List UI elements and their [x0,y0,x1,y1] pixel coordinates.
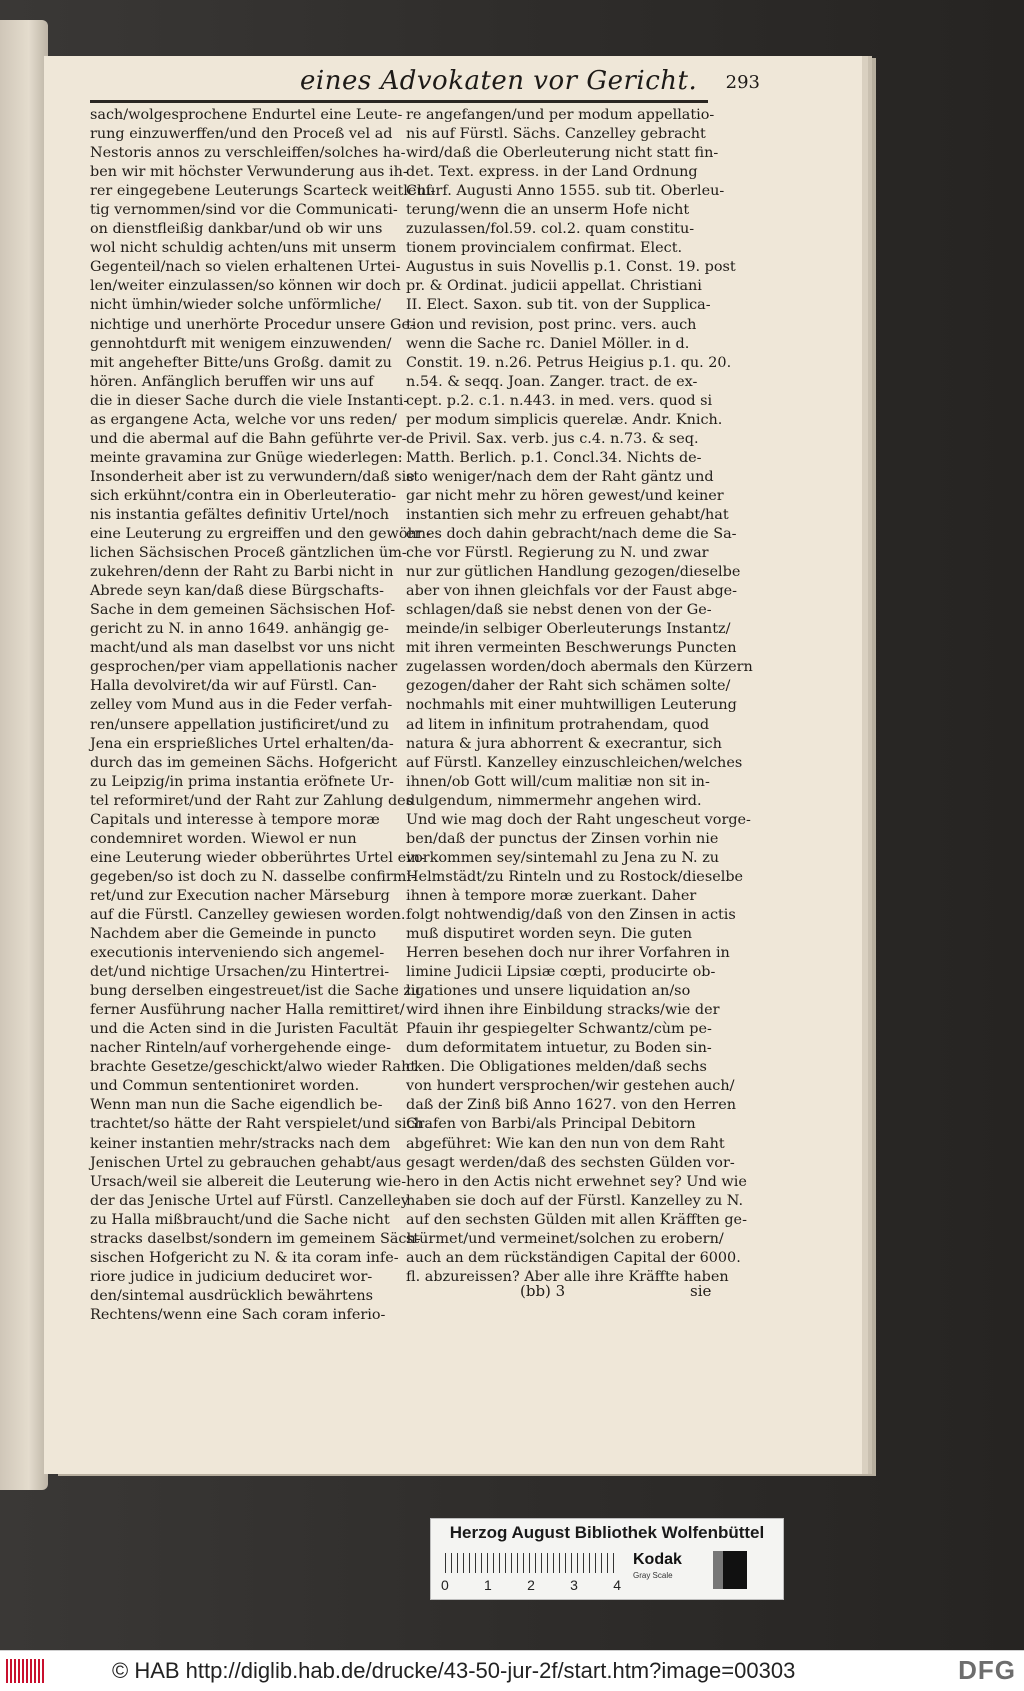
text-line: II. Elect. Saxon. sub tit. von der Supplica- [406,297,711,314]
text-line: schlagen/daß sie nebst denen von der Ge- [406,602,712,619]
header-rule [90,100,708,103]
text-line: Und wie mag doch der Raht ungescheut vorge- [406,811,751,828]
text-line: von hundert versprochen/wir gestehen auch/ [406,1078,735,1095]
ruler-numbers [441,1577,621,1593]
text-line: Jena ein ersprießliches Urtel erhalten/da- [90,735,394,752]
text-line: aber von ihnen gleichfals vor der Faust abge- [406,583,738,600]
text-line: n.54. & seqq. Joan. Zanger. tract. de ex- [406,373,698,390]
text-line: rung einzuwerffen/und den Proceß vel ad [90,126,393,143]
text-line: zugelassen worden/doch abermals den Kürzern [406,659,753,676]
text-line: che vor Fürstl. Regierung zu N. und zwar [406,545,709,562]
text-line: und Commun sententioniret worden. [90,1078,360,1095]
text-line: wenn die Sache rc. Daniel Möller. in d. [406,335,690,352]
text-line: ad litem in infinitum protrahendam, quod [406,716,710,733]
text-line: eine Leuterung wieder obberührtes Urtel ein- [90,849,425,866]
text-line: terung/wenn die an unserm Hofe nicht [406,202,690,219]
text-line: Grafen von Barbi/als Principal Debitorn [406,1116,696,1133]
text-line: tionem provincialem confirmat. Elect. [406,240,683,257]
text-line: Wenn man nun die Sache eigendlich be- [90,1097,383,1114]
text-line: daß der Zinß biß Anno 1627. von den Herren [406,1097,736,1114]
text-line: nacher Rinteln/auf vorhergehende einge- [90,1040,392,1057]
text-line: det. Text. express. in der Land Ordnung [406,164,698,181]
text-line: brachte Gesetze/geschickt/alwo wieder Raht [90,1059,417,1076]
text-line: ben wir mit höchster Verwunderung aus ih- [90,164,408,181]
text-line: zelley vom Mund aus in die Feder verfah- [90,697,393,714]
text-line: zu Halla mißbraucht/und die Sache nicht [90,1211,390,1228]
text-line: und die abermal auf die Bahn geführte ver- [90,430,407,447]
text-line: durch das im gemeinen Sächs. Hofgericht [90,754,398,771]
ruler-scale [445,1553,615,1573]
text-line: macht/und als man daselbst vor uns nicht [90,640,395,657]
text-line: ben/daß der punctus der Zinsen vorhin nie [406,830,719,847]
text-line: folgt nohtwendig/daß von den Zinsen in actis [406,906,736,923]
text-line: natura & jura abhorrent & execrantur, sich [406,735,722,752]
text-line: Rechtens/wenn eine Sach coram inferio- [90,1306,386,1323]
text-line: stracks daselbst/sondern im gemeinem Säch- [90,1230,421,1247]
library-label: Herzog August Bibliothek Wolfenbüttel [449,1523,765,1542]
text-line: ihnen à tempore moræ zuerkant. Daher [406,887,697,904]
text-line: ret/und zur Execution nacher Märseburg [90,887,390,904]
text-line: Matth. Berlich. p.1. Concl.34. Nichts de- [406,449,702,466]
text-line: mit angehefter Bitte/uns Großg. damit zu [90,354,392,371]
text-line: abgeführet: Wie kan den nun von dem Raht [406,1135,725,1152]
text-line: ferner Ausführung nacher Halla remittiret/ [90,1002,405,1019]
text-line: bung derselben eingestreuet/ist die Sache zu [90,983,421,1000]
text-line: de Privil. Sax. verb. jus c.4. n.73. & seq. [406,430,699,447]
text-line: wird ihnen ihre Einbildung stracks/wie der [406,1002,720,1019]
text-line: nicht ümhin/wieder solche unförmliche/ [90,297,382,314]
text-line: meinte gravamina zur Gnüge wiederlegen: [90,449,403,466]
text-line: tig vernommen/sind vor die Communicati- [90,202,398,219]
text-line: sich erkühnt/contra ein in Oberleuteratio- [90,487,397,504]
running-title: eines Advokaten vor Gericht. [300,66,698,96]
text-line: gericht zu N. in anno 1649. anhängig ge- [90,621,389,638]
text-line: mit ihren vermeinten Beschwerungs Puncten [406,640,737,657]
text-line: zu Leipzig/in prima instantia eröfnete Ur- [90,773,394,790]
text-line: pr. & Ordinat. judicii appellat. Christiani [406,278,702,295]
text-line: gesagt werden/daß des sechsten Gülden vor- [406,1154,735,1171]
text-line: Abrede seyn kan/daß diese Bürgschafts- [90,583,384,600]
text-line: zuzulassen/fol.59. col.2. quam constitu- [406,221,695,238]
text-line: riore judice in judicium deduciret wor- [90,1268,373,1285]
text-line: gegeben/so ist doch zu N. dasselbe confirmi- [90,868,416,885]
text-line: gesprochen/per viam appellationis nacher [90,659,398,676]
text-line: zukehren/denn der Raht zu Barbi nicht in [90,564,394,581]
previous-page-edge [0,20,48,1490]
text-line: sto weniger/nach dem der Raht gäntz und [406,468,714,485]
hab-barcode-icon [6,1659,46,1683]
text-line: executionis interveniendo sich angemel- [90,945,385,962]
text-line: stürmet/und vermeinet/solchen zu erobern/ [406,1230,724,1247]
text-line: nur zur gütlichen Handlung gezogen/dieselbe [406,564,741,581]
color-calibration-bar [430,1518,784,1600]
text-line: Insonderheit aber ist zu verwundern/daß sie [90,468,415,485]
text-line: dulgendum, nimmermehr angehen wird. [406,792,702,809]
running-head [100,62,760,102]
text-line: muß disputiret worden seyn. Die guten [406,926,693,943]
dfg-logo: DFG [958,1655,1016,1685]
text-line: rer eingegebene Leuterungs Scarteck weitleuf- [90,183,436,200]
text-line: Augustus in suis Novellis p.1. Const. 19. post [406,259,736,276]
text-line: trachtet/so hätte der Raht verspielet/und sich [90,1116,424,1133]
text-line: Nestoris annos zu verschleiffen/solches ha- [90,145,406,162]
text-line: gar nicht mehr zu hören gewest/und keiner [406,487,724,504]
text-line: Helmstädt/zu Rinteln und zu Rostock/dieselbe [406,868,744,885]
text-line: Gegenteil/nach so vielen erhaltenen Urtei- [90,259,401,276]
text-line: den/sintemal ausdrücklich bewährtens [90,1287,374,1304]
ruler-number: 2 [527,1577,535,1593]
text-line: wol nicht schuldig achten/uns mit unserm [90,240,397,257]
text-column-left [90,106,436,1325]
signature-mark: (bb) 3 [520,1282,566,1300]
text-line: nis auf Fürstl. Sächs. Canzelley gebracht [406,126,706,143]
gray-patch [713,1551,747,1589]
text-line: Jenischen Urtel zu gebrauchen gehabt/aus [90,1154,402,1171]
text-line: re angefangen/und per modum appellatio- [406,107,715,123]
text-line: auf Fürstl. Kanzelley einzuschleichen/welches [406,754,743,771]
text-line: sischen Hofgericht zu N. & ita coram infe- [90,1249,399,1266]
text-line: nichtige und unerhörte Procedur unsere Ge- [90,316,415,333]
text-line: die in dieser Sache durch die viele Instanti- [90,392,409,409]
text-line: cept. p.2. c.1. n.443. in med. vers. quod si [406,392,713,409]
text-line: und die Acten sind in die Juristen Facultät [90,1021,398,1038]
text-line: fl. abzureissen? Aber alle ihre Kräffte haben [406,1268,729,1285]
ruler-number: 0 [441,1577,449,1593]
footer-bar [0,1650,1024,1691]
text-line: nis instantia gefältes definitiv Urtel/noch [90,506,390,523]
text-line: vorkommen sey/sintemahl zu Jena zu N. zu [406,849,720,866]
text-column-right [406,106,753,1287]
text-line: len/weiter einzulassen/so können wir doch [90,278,401,295]
text-line: hören. Anfänglich beruffen wir uns auf [90,373,374,390]
text-line: Ursach/weil sie albereit die Leuterung wie- [90,1173,407,1190]
text-line: condemniret worden. Wiewol er nun [90,830,357,847]
text-line: lichen Sächsischen Proceß gäntzlichen üm- [90,545,407,562]
text-line: haben sie doch auf der Fürstl. Kanzelley zu N. [406,1192,744,1209]
text-line: tel reformiret/und der Raht zur Zahlung des [90,792,414,809]
text-line: ren/unsere appellation justificiret/und zu [90,716,390,733]
ruler-number: 3 [570,1577,578,1593]
gray-scale-label: Gray Scale [633,1571,673,1580]
text-line: auf die Fürstl. Canzelley gewiesen worden. [90,906,406,923]
footer-link[interactable]: © HAB http://diglib.hab.de/drucke/43-50-jur-2f/start.htm?image=00303 [112,1658,796,1683]
text-line: per modum simplicis querelæ. Andr. Knich. [406,411,723,428]
text-line: Constit. 19. n.26. Petrus Heigius p.1. qu. 20. [406,354,732,371]
text-line: as ergangene Acta, welche vor uns reden/ [90,411,397,428]
text-line: Sache in dem gemeinen Sächsischen Hof- [90,602,396,619]
text-line: keiner instantien mehr/stracks nach dem [90,1135,391,1152]
text-line: eine Leuterung zu ergreiffen und den gewöhn- [90,526,431,543]
text-line: auf den sechsten Gülden mit allen Kräfften ge- [406,1211,747,1228]
text-line: hero in den Actis nicht erwehnet sey? Und wie [406,1173,747,1190]
text-line: on dienstfleißig dankbar/und ob wir uns [90,221,383,238]
text-line: Churf. Augusti Anno 1555. sub tit. Oberleu- [406,183,725,200]
text-line: auch an dem rückständigen Capital der 6000. [406,1249,741,1266]
text-line: Herren besehen doch nur ihrer Vorfahren in [406,945,730,962]
text-line: der das Jenische Urtel auf Fürstl. Canzelley [90,1192,409,1209]
text-line: meinde/in selbiger Oberleuterungs Instantz/ [406,621,731,638]
text-line: Pfauin ihr gespiegelter Schwantz/cùm pe- [406,1021,712,1038]
text-line: cken. Die Obligationes melden/daß sechs [406,1059,707,1076]
text-line: instantien sich mehr zu erfreuen gehabt/hat [406,506,729,523]
kodak-logo: Kodak [633,1551,682,1568]
text-line: Halla devolviret/da wir auf Fürstl. Can- [90,678,377,695]
text-line: ligationes und unsere liquidation an/so [406,983,691,1000]
page-number: 293 [725,72,760,93]
ruler-number: 4 [613,1577,621,1593]
text-line: wird/daß die Oberleuterung nicht statt fin- [406,145,719,162]
ruler-number: 1 [484,1577,492,1593]
text-line: tion und revision, post princ. vers. auch [406,316,697,333]
text-line: dum deformitatem intuetur, zu Boden sin- [406,1040,712,1057]
text-line: sach/wolgesprochene Endurtel eine Leute- [90,107,403,123]
text-line: gennohtdurft mit wenigem einzuwenden/ [90,335,392,352]
text-line: Nachdem aber die Gemeinde in puncto [90,926,377,943]
text-line: gezogen/daher der Raht sich schämen solte/ [406,678,731,695]
text-line: Capitals und interesse à tempore moræ [90,811,380,828]
catch-word: sie [690,1282,712,1300]
text-line: limine Judicii Lipsiæ cœpti, producirte ob- [406,964,716,981]
text-line: det/und nichtige Ursachen/zu Hintertrei- [90,964,390,981]
text-line: er es doch dahin gebracht/nach deme die Sa- [406,526,737,543]
text-line: nochmahls mit einer muhtwilligen Leuterung [406,697,737,714]
text-line: ihnen/ob Gott will/cum malitiæ non sit in- [406,773,710,790]
